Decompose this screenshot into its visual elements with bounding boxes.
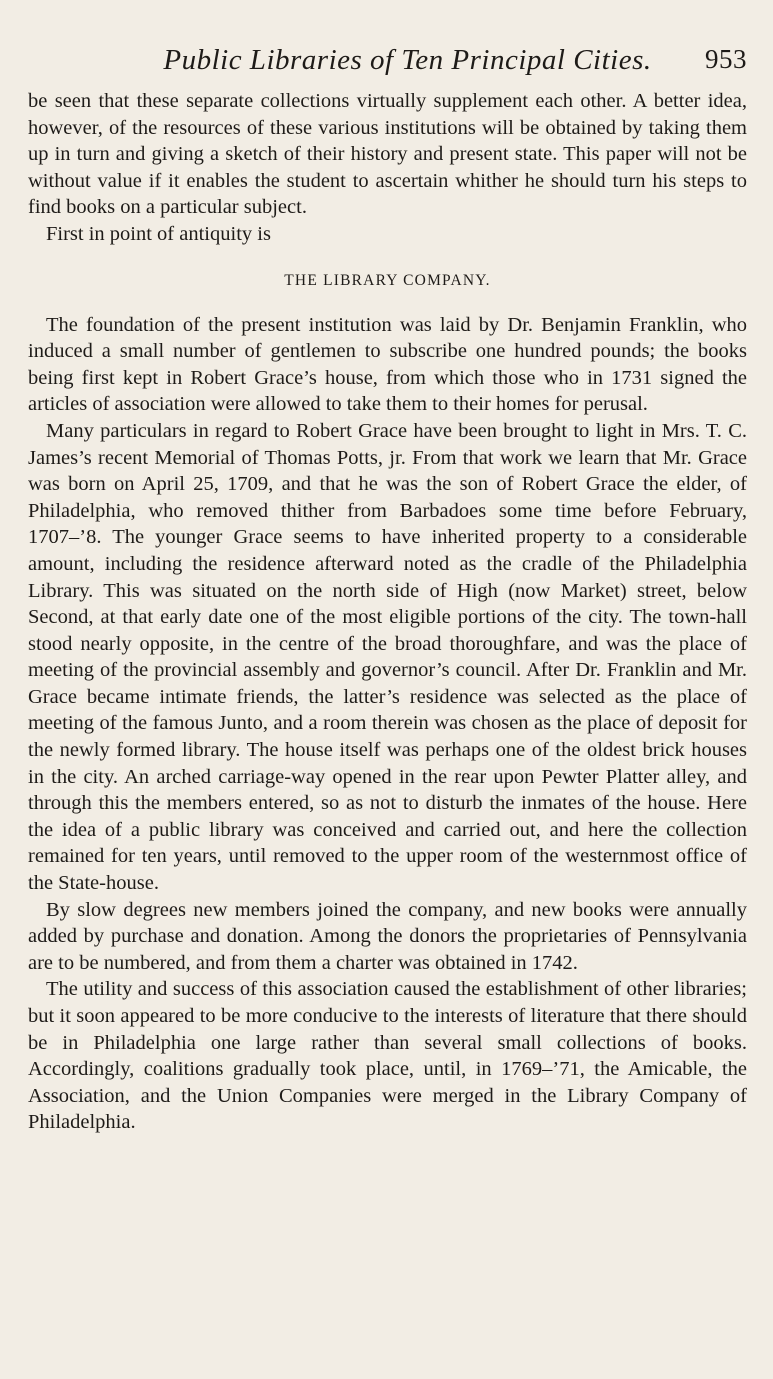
running-title: Public Libraries of Ten Principal Cities. — [163, 44, 652, 76]
running-head — [28, 40, 747, 80]
paragraph-antiquity: First in point of antiquity is — [46, 222, 271, 245]
paragraph-robert-grace: Many particulars in regard to Robert Grace have been brought to light in Mrs. T. C. James’s recent Memorial of Thomas Potts, jr. From that work we learn that Mr. Grace was born on April 25, 1709, and that he was the son of Robert Grace the elder, of Philadelphia, who removed thither from Barbadoes some time before February, 1707–’8. The younger Grace seems to have inherited property to a considerable amount, including the residence afterward noted as the cradle of the Philadelphia Library. This was situated on the north side of High (now Market) street, below Second, at that early date one of the most eligible portions of the city. The town-hall stood nearly opposite, in the centre of the broad thoroughfare, and was the place of meeting of the provincial assembly and governor’s council. After Dr. Franklin and Mr. Grace became intimate friends, the latter’s residence was selected as the place of meeting of the famous Junto, and a room therein was chosen as the place of deposit for the newly formed library. The house itself was perhaps one of the oldest brick houses in the city. An arched carriage-way opened in the rear upon Pewter Platter alley, and through this the members entered, so as not to disturb the inmates of the house. Here the idea of a public library was conceived and carried out, and here the collection remained for ten years, until removed to the upper room of the westernmost office of the State-house. — [28, 419, 747, 895]
paragraph-new-members: By slow degrees new members joined the company, and new books were annually added by purchase and donation. Among the donors the proprietaries of Pennsylvania are to be numbered, and from them a charter was obtained in 1742. — [28, 898, 747, 974]
section-heading: THE LIBRARY COMPANY. — [284, 271, 491, 289]
page-number: 953 — [705, 44, 747, 74]
paragraph-continued: be seen that these separate collections virtually supplement each other. A better idea, however, of the resources of these various institutions will be obtained by taking them up in turn and giving a sketch of their history and present state. This paper will not be without value if it enables the student to ascertain whither he should turn his steps to find books on a particular subject. — [28, 90, 747, 219]
body-text — [28, 88, 747, 1136]
paragraph-foundation: The foundation of the present institution was laid by Dr. Benjamin Franklin, who induced a small number of gentlemen to subscribe one hundred pounds; the books being first kept in Robert Grace’s house, from which those who in 1731 signed the articles of association were allowed to take them to their homes for perusal. — [28, 313, 747, 416]
paragraph-coalitions: The utility and success of this association caused the establishment of other libraries; but it soon appeared to be more conducive to the interests of literature that there should be in Philadelphia one large rather than several small collections of books. Accordingly, coalitions gradually took place, until, in 1769–’71, the Amicable, the Association, and the Union Companies were merged in the Library Company of Philadelphia. — [28, 978, 747, 1134]
